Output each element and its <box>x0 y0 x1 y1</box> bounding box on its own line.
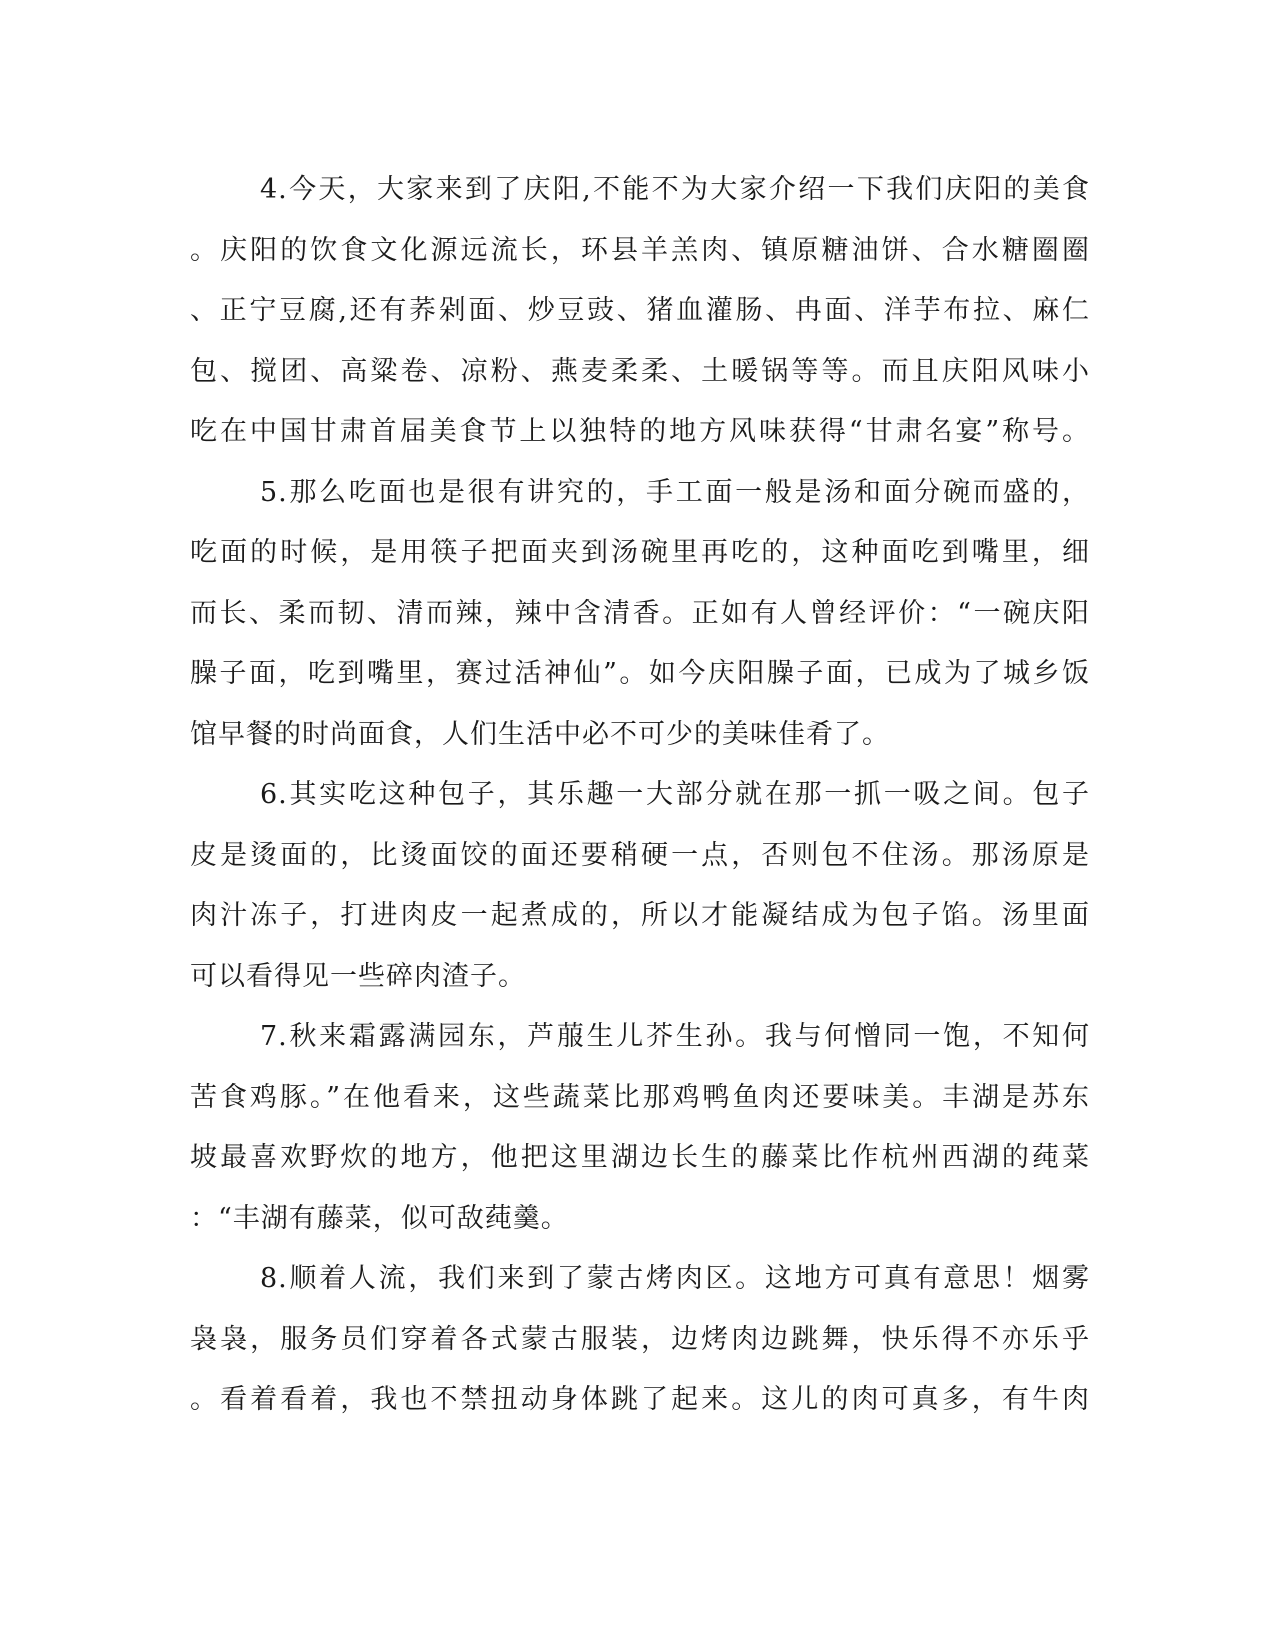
paragraph-7 <box>190 1007 1090 1249</box>
paragraph-8 <box>190 1249 1090 1431</box>
text-line: 而长、柔而韧、清而辣，辣中含清香。正如有人曾经评价：“一碗庆阳 <box>190 597 1090 629</box>
text-line: 苦食鸡豚。”在他看来，这些蔬菜比那鸡鸭鱼肉还要味美。丰湖是苏东 <box>190 1081 1090 1113</box>
text-line: ：“丰湖有藤菜，似可敌莼羹。 <box>190 1202 569 1234</box>
paragraph-4 <box>190 160 1090 463</box>
text-line: 袅袅，服务员们穿着各式蒙古服装，边烤肉边跳舞，快乐得不亦乐乎 <box>190 1323 1090 1355</box>
text-line: 7.秋来霜露满园东，芦菔生儿芥生孙。我与何憎同一饱，不知何 <box>260 1021 1090 1052</box>
text-line: 可以看得见一些碎肉渣子。 <box>190 960 526 992</box>
text-line: 坡最喜欢野炊的地方，他把这里湖边长生的藤菜比作杭州西湖的莼菜 <box>190 1142 1090 1173</box>
text-line: 6.其实吃这种包子，其乐趣一大部分就在那一抓一吸之间。包子 <box>260 779 1090 810</box>
text-line: 、正宁豆腐,还有荞剁面、炒豆豉、猪血灌肠、冉面、洋芋布拉、麻仁 <box>190 295 1090 326</box>
text-line: 5.那么吃面也是很有讲究的，手工面一般是汤和面分碗而盛的， <box>260 476 1090 508</box>
text-line: 臊子面，吃到嘴里，赛过活神仙”。如今庆阳臊子面，已成为了城乡饭 <box>190 658 1090 689</box>
text-line: 皮是烫面的，比烫面饺的面还要稍硬一点，否则包不住汤。那汤原是 <box>190 839 1090 871</box>
text-line: 吃在中国甘肃首届美食节上以独特的地方风味获得“甘肃名宴”称号。 <box>190 416 1090 447</box>
text-line: 4.今天，大家来到了庆阳,不能不为大家介绍一下我们庆阳的美食 <box>260 174 1090 205</box>
text-line: 吃面的时候，是用筷子把面夹到汤碗里再吃的，这种面吃到嘴里，细 <box>190 537 1090 568</box>
text-line: 。看着看着，我也不禁扭动身体跳了起来。这儿的肉可真多，有牛肉 <box>190 1384 1090 1415</box>
text-line: 肉汁冻子，打进肉皮一起煮成的，所以才能凝结成为包子馅。汤里面 <box>190 900 1090 931</box>
paragraph-5 <box>190 463 1090 766</box>
text-line: 。庆阳的饮食文化源远流长，环县羊羔肉、镇原糖油饼、合水糖圈圈 <box>190 234 1090 266</box>
text-line: 馆早餐的时尚面食，人们生活中必不可少的美味佳肴了。 <box>190 718 890 750</box>
document-body <box>190 160 1090 1431</box>
text-line: 8.顺着人流，我们来到了蒙古烤肉区。这地方可真有意思！烟雾 <box>260 1263 1090 1294</box>
paragraph-6 <box>190 765 1090 1007</box>
text-line: 包、搅团、高粱卷、凉粉、燕麦柔柔、土暖锅等等。而且庆阳风味小 <box>190 355 1090 387</box>
